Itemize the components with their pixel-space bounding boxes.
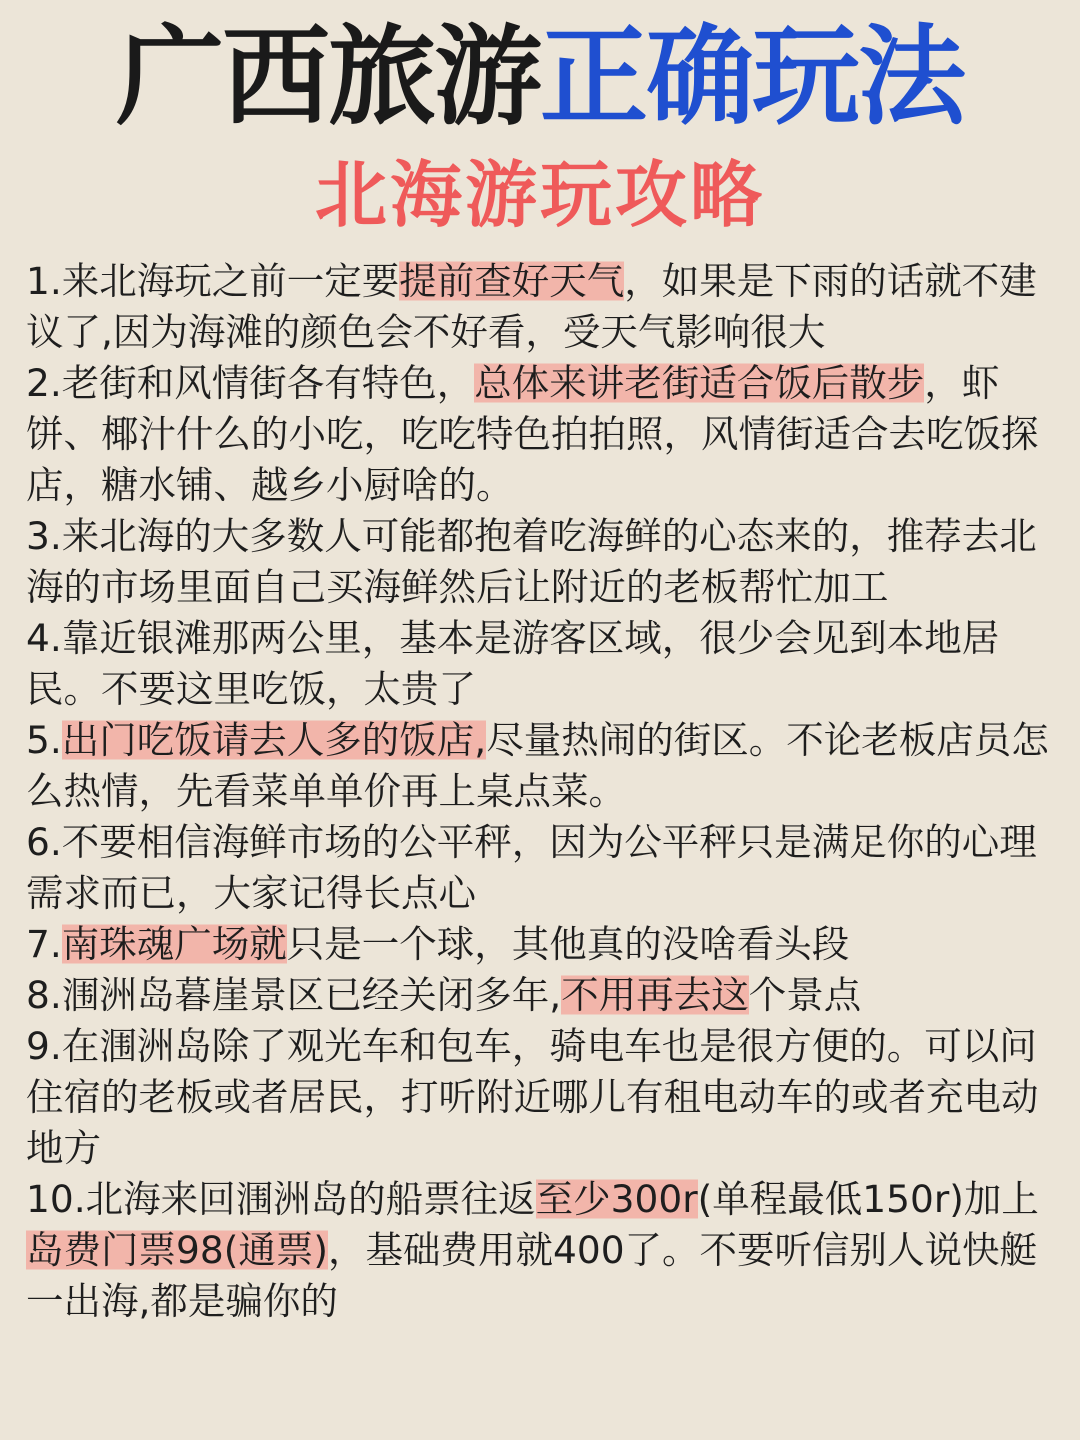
tip-highlight: 总体来讲老街适合饭后散步: [474, 361, 925, 405]
tip-highlight: 不用再去这: [561, 973, 749, 1017]
tip-item: [26, 919, 1056, 970]
title-part-1: 广西旅游: [115, 15, 540, 140]
tip-highlight: 南珠魂广场就: [61, 922, 287, 966]
tip-text: 4.靠近银滩那两公里，基本是游客区域，很少会见到本地居民。不要这里吃饭，太贵了: [26, 616, 1000, 711]
tip-text: 2.老街和风情街各有特色，: [26, 361, 475, 405]
tips-list: [26, 256, 1056, 1327]
tip-item: [26, 511, 1056, 613]
tip-text: ，基础费用就400了。不要听信别人说快艇一出海,都是骗你的: [26, 1228, 1038, 1323]
tip-item: [26, 613, 1056, 715]
tip-item: [26, 1174, 1056, 1327]
page-title: [0, 14, 1080, 142]
tip-text: 尽量热闹的街区。不论老板店员怎么热情，先看菜单单价再上桌点菜。: [26, 718, 1049, 813]
title-part-2: 正确玩法: [540, 15, 965, 140]
tip-text: 10.北海来回涠洲岛的船票往返: [26, 1177, 536, 1221]
tip-text: (单程最低150r)加上: [697, 1177, 1039, 1221]
tip-item: [26, 817, 1056, 919]
tip-item: [26, 358, 1056, 511]
tip-text: ，虾饼、椰汁什么的小吃，吃吃特色拍拍照，风情街适合去吃饭探店，糖水铺、越乡小厨啥的。: [26, 361, 1039, 507]
tip-highlight: 至少300r: [535, 1177, 698, 1221]
tip-text: 个景点: [748, 973, 862, 1017]
page-subtitle: 北海游玩攻略: [314, 153, 765, 237]
tip-text: 3.来北海的大多数人可能都抱着吃海鲜的心态来的，推荐去北海的市场里面自己买海鲜然后让附近的老板帮忙加工: [26, 514, 1037, 609]
tip-text: 5.: [26, 718, 62, 762]
tip-item: [26, 715, 1056, 817]
tip-item: [26, 256, 1056, 358]
tip-text: 9.在涠洲岛除了观光车和包车，骑电车也是很方便的。可以问住宿的老板或者居民，打听附近哪儿有租电动车的或者充电动地方: [26, 1024, 1039, 1170]
tip-text: 只是一个球，其他真的没啥看头段: [286, 922, 850, 966]
tip-highlight: 出门吃饭请去人多的饭店,: [61, 718, 487, 762]
tip-text: 6.不要相信海鲜市场的公平秤，因为公平秤只是满足你的心理需求而已，大家记得长点心: [26, 820, 1037, 915]
tip-text: ，如果是下雨的话就不建议了,因为海滩的颜色会不好看，受天气影响很大: [26, 259, 1037, 354]
tip-item: [26, 970, 1056, 1021]
tip-highlight: 提前查好天气: [399, 259, 625, 303]
tip-text: 8.涠洲岛暮崖景区已经关闭多年,: [26, 973, 562, 1017]
tip-item: [26, 1021, 1056, 1174]
tip-text: 7.: [26, 922, 62, 966]
tip-highlight: 岛费门票98(通票): [26, 1228, 328, 1272]
tip-text: 1.来北海玩之前一定要: [26, 259, 400, 303]
